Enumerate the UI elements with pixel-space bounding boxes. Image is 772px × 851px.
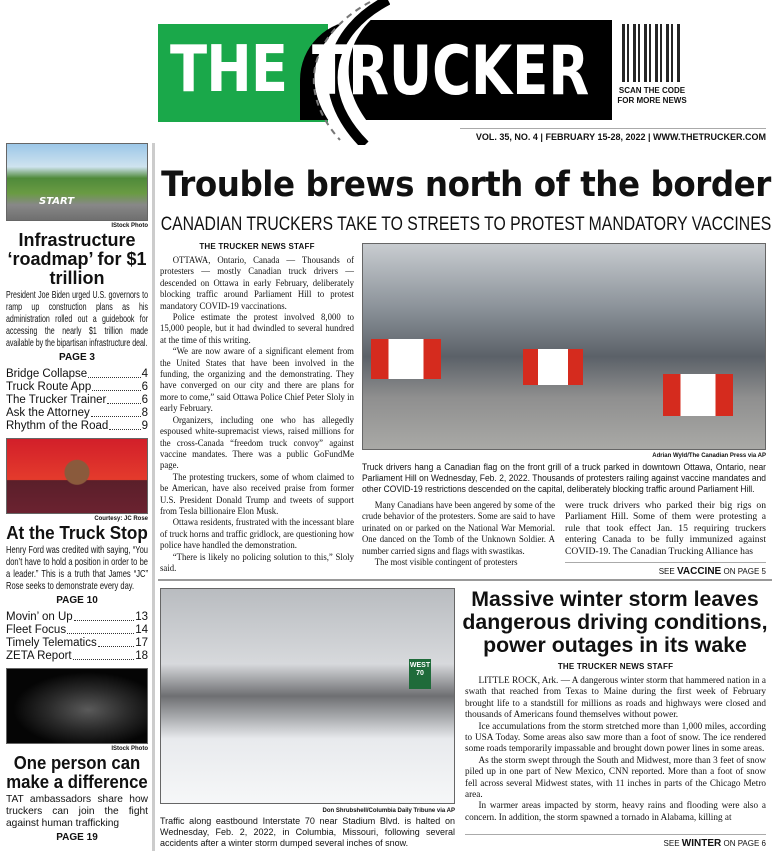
- paragraph: Ice accumulations from the storm stretched more than 1,000 miles, according to USA Today. Some areas also saw more than a foot of snow. The ice rendered some roads temporarily impassable and brought down power lines in some areas.: [465, 720, 766, 755]
- leader-dots: [92, 381, 140, 391]
- contents-item[interactable]: [6, 394, 148, 407]
- paragraph: The protesting truckers, some of whom claimed to be American, have also received praise from former U.S. President Donald Trump and tweets of support from Tesla billionaire Elon Musk.: [160, 471, 354, 517]
- sidebar: [6, 143, 148, 844]
- lead-column-2: [362, 500, 555, 568]
- contents-label: Truck Route App: [6, 381, 92, 393]
- canadian-flag: [663, 374, 733, 416]
- leader-dots: [88, 368, 140, 378]
- ottawa-trucks-photo: [362, 243, 766, 450]
- contents-page: 17: [135, 637, 148, 649]
- photo-credit: IStock Photo: [111, 746, 148, 752]
- contents-page: 4: [141, 368, 148, 380]
- contents-page: 14: [135, 624, 148, 636]
- snow-highway-photo: [160, 588, 455, 804]
- contents-label: Timely Telematics: [6, 637, 97, 649]
- leader-dots: [109, 420, 140, 430]
- canadian-flag: [371, 339, 441, 379]
- contents-page: 13: [135, 611, 148, 623]
- lead-subhead: CANADIAN TRUCKERS TAKE TO STREETS TO PROTEST MANDATORY VACCINES: [160, 214, 772, 235]
- sidebar-divider: [152, 143, 155, 851]
- story-summary: TAT ambassadors share how truckers can join the fight against human trafficking: [6, 794, 148, 829]
- contents-label: Bridge Collapse: [6, 368, 88, 380]
- leader-dots: [67, 624, 134, 634]
- contents-item[interactable]: [6, 381, 148, 394]
- paragraph: LITTLE ROCK, Ark. — A dangerous winter storm that hammered nation in a swath that reached from Texas to Maine during the first week of February brought life to a standstill for millions as roads and highways were closed and thousands of Americans found themselves without power.: [465, 675, 766, 721]
- logo-trucker: TRUCKER: [312, 32, 590, 111]
- lead-column-3: [565, 500, 766, 557]
- photo-caption: Truck drivers hang a Canadian flag on the front grill of a truck parked in downtown Ottawa, Ontario, near Parliament Hill on Wednesday, Feb. 2, 2022. Thousands of protesters railing against vaccine mandates and other COVID-19 restrictions descended on the capital, deliberately blocking traffic around Parliament Hill.: [362, 462, 766, 494]
- section-divider: [158, 579, 772, 581]
- lead-headline[interactable]: Trouble brews north of the border: [161, 165, 771, 205]
- byline: THE TRUCKER NEWS STAFF: [199, 242, 315, 251]
- contents-item[interactable]: [6, 650, 148, 663]
- photo-credit: Don Shrubshell/Columbia Daily Tribune via AP: [322, 808, 455, 814]
- storm-headline[interactable]: Massive winter storm leaves dangerous driving conditions, power outages in its wake: [462, 587, 768, 657]
- qr-code[interactable]: [622, 24, 682, 82]
- contents-label: Movin’ on Up: [6, 611, 73, 623]
- photo-road-text: START: [39, 196, 75, 207]
- trafficking-photo: [6, 668, 148, 744]
- canadian-flag: [523, 349, 583, 385]
- contents-item[interactable]: [6, 637, 148, 650]
- page-ref[interactable]: PAGE 10: [56, 595, 98, 606]
- page-ref[interactable]: PAGE 3: [59, 352, 95, 363]
- contents-item[interactable]: [6, 368, 148, 381]
- interstate-sign: WEST 70: [409, 659, 431, 689]
- contents-label: The Trucker Trainer: [6, 394, 107, 406]
- paragraph: “We are now aware of a significant element from the United States that have been involved in the funding, the organizing and the demonstrating. They have converged on our city and there are plans for more to come,” said Ottawa Police Chief Peter Sloly in early February.: [160, 346, 354, 415]
- jc-rose-photo: [6, 438, 148, 514]
- leader-dots: [73, 650, 135, 660]
- issue-info: VOL. 35, NO. 4 | FEBRUARY 15-28, 2022 | WWW.THETRUCKER.COM: [460, 128, 766, 142]
- story-summary: Henry Ford was credited with saying, “You don’t have to hold a position in order to be a leader.” This is a truth that James “JC” Rose seeks to demonstrate every day.: [6, 545, 148, 592]
- contents-page: 9: [141, 420, 148, 432]
- storm-article: [465, 662, 766, 823]
- photo-credit: Adrian Wyld/The Canadian Press via AP: [652, 453, 766, 459]
- story-headline[interactable]: One person can make a difference: [6, 753, 148, 792]
- story-headline[interactable]: Infrastructure ‘roadmap’ for $1 trillion: [7, 230, 147, 288]
- contents-page: 6: [141, 394, 148, 406]
- byline: THE TRUCKER NEWS STAFF: [557, 662, 674, 671]
- logo-the: THE: [170, 33, 288, 107]
- page-ref[interactable]: PAGE 19: [56, 832, 98, 843]
- leader-dots: [107, 394, 140, 404]
- contents-label: Fleet Focus: [6, 624, 67, 636]
- leader-dots: [98, 637, 134, 647]
- paragraph: were truck drivers who parked their big rigs on Parliament Hill. Some of them were protesting a rule that took effect Jan. 15 requiring truckers entering Canada to be fully immunized against COVID-19. The Canadian Trucking Alliance has: [565, 500, 766, 557]
- leader-dots: [91, 407, 141, 417]
- story-summary: President Joe Biden urged U.S. governors to ramp up construction plans as his administration rolled out a guidebook for accessing the nearly $1 trillion made available by the bipartisan infrastructure deal.: [6, 290, 148, 349]
- photo-credit: Courtesy: JC Rose: [94, 516, 148, 522]
- contents-label: ZETA Report: [6, 650, 72, 662]
- paragraph: As the storm swept through the South and Midwest, more than 3 feet of snow piled up in one part of New Mexico, CNN reported. More than a foot of snow fell across several Midwest states, with 11 inches in parts of the Chicago Metro area.: [465, 754, 766, 801]
- qr-label: SCAN THE CODE FOR MORE NEWS: [617, 86, 687, 105]
- contents-item[interactable]: [6, 611, 148, 624]
- paragraph: OTTAWA, Ontario, Canada — Thousands of protesters — mostly Canadian truck drivers — descended on Ottawa in early February, deliberately blocking traffic around Parliament Hill to protest mandatory COVID-19 vaccinations.: [160, 255, 354, 312]
- photo-credit: IStock Photo: [111, 223, 148, 229]
- paragraph: In warmer areas impacted by storm, heavy rains and flooding were also a concern. In addition, the storm spawned a tornado in Alabama, killing at: [465, 800, 766, 823]
- contents-label: Rhythm of the Road: [6, 420, 109, 432]
- paragraph: “There is likely no policing solution to this,” Sloly said.: [160, 551, 354, 574]
- lead-column-1: [160, 242, 354, 574]
- contents-label: Ask the Attorney: [6, 407, 90, 419]
- paragraph: Organizers, including one who has allegedly espoused white-supremacist views, raised millions for the cross-Canada “freedom truck convoy” against vaccine mandates. There was a public GoFundMe page.: [160, 414, 354, 472]
- paragraph: Ottawa residents, frustrated with the incessant blare of truck horns and traffic gridlock, are questioning how police have handled the demonstration.: [160, 517, 354, 552]
- photo-caption: Traffic along eastbound Interstate 70 near Stadium Blvd. is halted on Wednesday, Feb. 2, 2022, in Columbia, Missouri, following several accidents after a winter storm dumped several inches of snow.: [160, 816, 455, 848]
- contents-item[interactable]: [6, 420, 148, 433]
- contents-item[interactable]: [6, 624, 148, 637]
- paragraph: Police estimate the protest involved 8,000 to 15,000 people, but it had dwindled to several hundred at the time of this writing.: [160, 312, 354, 346]
- road-photo: [6, 143, 148, 221]
- contents-list: [6, 368, 148, 433]
- contents-page: 8: [141, 407, 148, 419]
- contents-item[interactable]: [6, 407, 148, 420]
- contents-page: 18: [135, 650, 148, 662]
- contents-page: 6: [141, 381, 148, 393]
- story-headline[interactable]: At the Truck Stop: [6, 523, 148, 543]
- contents-list: [6, 611, 148, 663]
- jump-winter-link[interactable]: SEE WINTER ON PAGE 6: [465, 834, 766, 849]
- leader-dots: [74, 611, 135, 621]
- paragraph: Many Canadians have been angered by some of the crude behavior of the protesters. Some are said to have urinated on or parked on the National War Memorial. One danced on the Tomb of the Unknown Soldier. A number carried signs and flags with swastikas.: [362, 500, 555, 557]
- paragraph: The most visible contingent of protesters: [374, 557, 518, 569]
- jump-vaccine-link[interactable]: SEE VACCINE ON PAGE 5: [565, 562, 766, 577]
